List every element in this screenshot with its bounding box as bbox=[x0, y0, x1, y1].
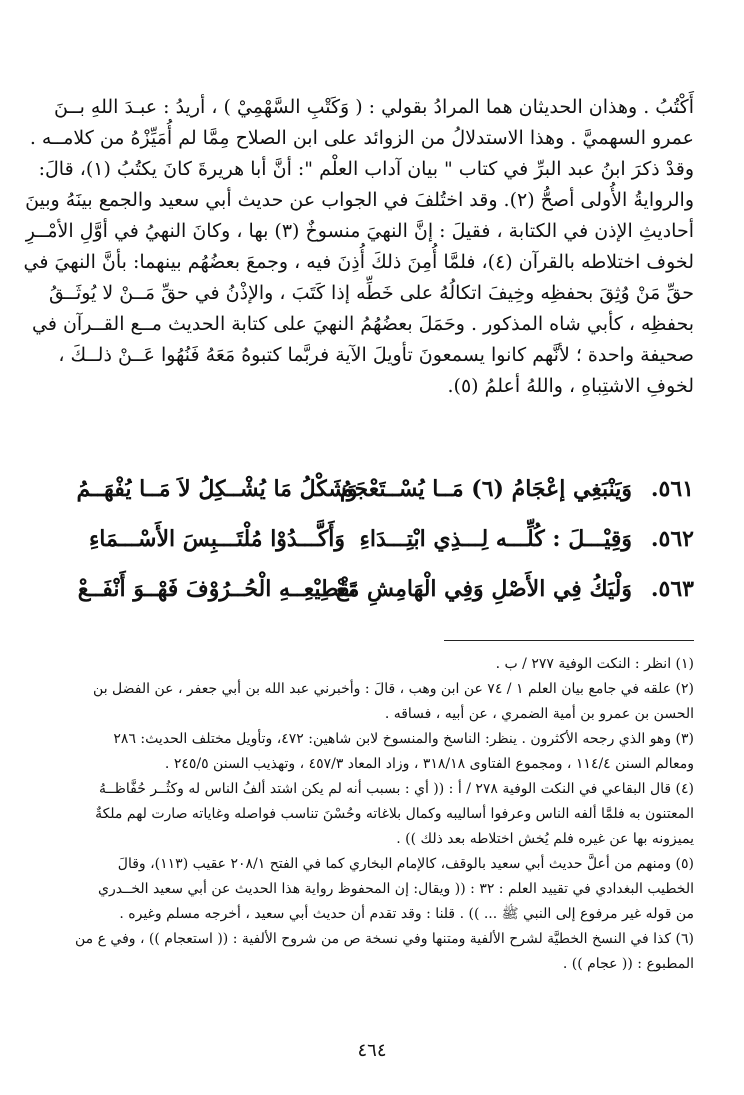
verse-561 bbox=[50, 464, 694, 514]
footnote-line: (٦) كذا في النسخ الخطيَّة لشرح الألفية ومتنها وفي نسخة ص من شروح الألفية : (( استعجام )) ، وفي ع من bbox=[74, 931, 694, 947]
footnote-line: (١) انظر : النكت الوفية ٢٧٧ / ب . bbox=[495, 656, 694, 672]
text-line: حقِّ مَنْ وُثِقَ بحفظِه وخِيفَ اتكالُهُ على خَطِّه إذا كَتَبَ ، والإذْنُ في حقِّ مَــنْ لا يُوثَــقُ bbox=[48, 282, 694, 304]
text-line: بحفظِه ، كأبي شاه المذكور . وحَمَلَ بعضُهُمُ النهيَ على كتابة الحديث مــع القــرآن في bbox=[32, 313, 694, 335]
footnote-line: من قوله غير مرفوع إلى النبي ﷺ ... )) . قلنا : وقد تقدم أن حديث أبي سعيد ، أخرجه مسلم وغيره . bbox=[119, 906, 694, 922]
verse-number: ٥٦١. bbox=[650, 476, 694, 502]
verse-second-hemistich: وَشَكْلُ مَا يُشْــكِلُ لاَ مَــا يُفْهَــمُ bbox=[76, 476, 358, 502]
footnote-line: الخطيب البغدادي في تقييد العلم : ٣٢ : (( ويقال: إن المحفوظ رواية هذا الحديث عن أبي سعيد الخــدري bbox=[98, 881, 694, 897]
verse-563 bbox=[50, 564, 694, 614]
verse-562 bbox=[50, 514, 694, 564]
footnote-line: (٥) ومنهم من أعلَّ حديث أبي سعيد بالوقف، كالإمام البخاري كما في الفتح ٢٠٨/١ عقيب (١١٣)، وقالَ bbox=[117, 856, 694, 872]
footnote-line: ومعالم السنن ١١٤/٤ ، ومجموع الفتاوى ٣١٨/١٨ ، وزاد المعاد ٤٥٧/٣ ، وتهذيب السنن ٢٤٥/٥ . bbox=[164, 756, 694, 772]
page bbox=[23, 0, 694, 1095]
verse-first-hemistich: وَقِيْـــلَ : كُلِّـــه لِـــذِي ابْتِـــدَاءِ bbox=[359, 526, 632, 552]
footnote-line: المعتنون به فلمَّا ألفه الناس وعرفوا أساليبه وكمال بلاغاته وحُسْنَ تناسب فواصله وغاياته صارت لهم ملكةٌ bbox=[95, 806, 694, 822]
text-line: أحاديثِ الإذن في الكتابة ، فقيلَ : إنَّ النهيَ منسوخٌ (٣) بها ، وكانَ النهيُ في أوَّلِ الأمْــرِ bbox=[25, 220, 694, 242]
commentary-text bbox=[23, 92, 694, 402]
footnote-line: يميزونه بها عن غيره فلم يُخش اختلاطه بعد ذلك )) . bbox=[396, 831, 694, 847]
footnote-line: (٤) قال البقاعي في النكت الوفية ٢٧٨ / أ : (( أي : بسبب أنه لم يكن اشتد ألفُ الناس له وكثُــر حُفَّاظــهُ bbox=[99, 781, 694, 797]
text-line: عمرو السهميَّ . وهذا الاستدلالُ من الزوائد على ابن الصلاح مِمَّا لم أُمَيِّزْهُ من كلامــه . bbox=[29, 127, 694, 149]
text-line: والروايةُ الأُولى أصحُّ (٢). وقد اختُلفَ في الجواب عن حديث أبي سعيد والجمع بينَهُ وبينَ bbox=[25, 189, 694, 211]
text-line: صحيفة واحدة ؛ لأنَّهم كانوا يسمعونَ تأويلَ الآية فربَّما كتبوهُ مَعَهُ فَنُهُوا عَــنْ ذلــكَ ، bbox=[58, 344, 694, 366]
verse-number: ٥٦٢. bbox=[650, 526, 694, 552]
footnote-line: (٢) علقه في جامع بيان العلم ١ / ٧٤ عن ابن وهب ، قالَ : وأخبرني عبد الله بن أبي جعفر ، عن الفضل بن bbox=[93, 681, 694, 697]
poem-verses bbox=[50, 464, 694, 614]
text-line: لخوفِ الاشتِباهِ ، واللهُ أعلمُ (٥). bbox=[447, 375, 694, 397]
footnote-line: (٣) وهو الذي رجحه الأكثرون . ينظر: الناسخ والمنسوخ لابن شاهين: ٤٧٢، وتأويل مختلف الحديث: ٢٨٦ bbox=[113, 731, 694, 747]
verse-second-hemistich: تَقْطِيْعِــهِ الْحُــرُوْفَ فَهْــوَ أَنْفَــعْ bbox=[77, 576, 357, 602]
footnote-separator bbox=[444, 640, 694, 641]
verse-second-hemistich: وَأَكَّـــدُوْا مُلْتَـــبِسَ الأَسْـــمَاءِ bbox=[88, 526, 346, 552]
page-number: ٤٦٤ bbox=[357, 1040, 387, 1061]
verse-first-hemistich: وَلْيَكُ فِي الأَصْلِ وَفِي الْهَامِشِ مَعْ bbox=[335, 576, 632, 602]
text-line: أَكْتُبُ . وهذان الحديثان هما المرادُ بقولي : ( وَكَتْبِ السَّهْمِيْ ) ، أريدُ : عبـدَ اللهِ بــنَ bbox=[53, 96, 694, 118]
footnotes bbox=[50, 652, 694, 977]
text-line: لخوف اختلاطه بالقرآن (٤)، فلمَّا أُمِنَ ذلكَ أُذِنَ فيه ، وجمعَ بعضُهُم بينهما: بأنَّ النهيَ في bbox=[23, 251, 694, 273]
verse-first-hemistich: وَيَنْبَغِي إعْجَامُ (٦) مَــا يُسْــتَعْجَمُ bbox=[339, 476, 632, 502]
verse-number: ٥٦٣. bbox=[650, 576, 694, 602]
text-line: وقدْ ذكرَ ابنُ عبد البرِّ في كتاب " بيان آداب العلْم ": أنَّ أبا هريرةَ كانَ يكتُبُ (١)، قالَ: bbox=[38, 158, 694, 180]
footnote-line: الحسن بن عمرو بن أمية الضمري ، عن أبيه ، فساقه . bbox=[384, 706, 694, 722]
footnote-line: المطبوع : (( عجام )) . bbox=[562, 956, 694, 972]
